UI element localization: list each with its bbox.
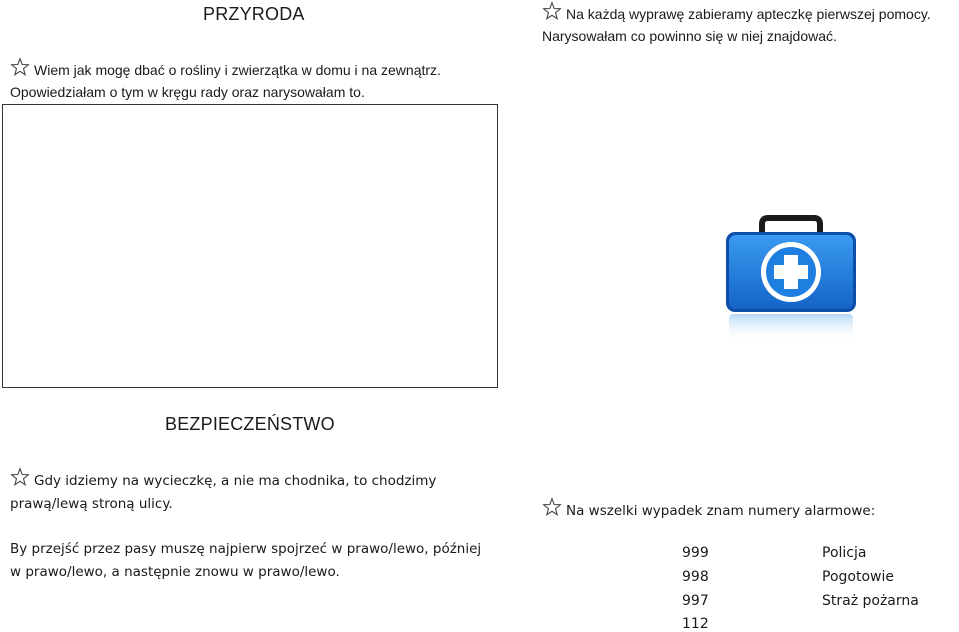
bezpieczenstwo-item-1 (10, 467, 510, 516)
bezpieczenstwo-item-2-line-2: w prawo/lewo, a następnie znowu w prawo/lewo. (10, 564, 340, 580)
przyroda-item-1 (10, 57, 500, 104)
przyroda-item-2-line-2: Narysowałam co powinno się w niej znajdować. (542, 28, 837, 44)
alarm-number: 997 (682, 593, 709, 609)
alarm-service: Policja (822, 545, 867, 561)
bezpieczenstwo-item-2 (10, 538, 520, 584)
bezpieczenstwo-item-1-line-2: prawą/lewą stroną ulicy. (10, 496, 173, 512)
bezpieczenstwo-title: BEZPIECZEŃSTWO (165, 414, 335, 434)
first-aid-kit-icon (718, 214, 864, 344)
przyroda-item-1-line-2: Opowiedziałam o tym w kręgu rady oraz narysowałam to. (10, 84, 365, 100)
alarm-intro-text: Na wszelki wypadek znam numery alarmowe: (566, 503, 876, 519)
przyroda-title: PRZYRODA (203, 4, 305, 24)
bezpieczenstwo-item-1-line-1: Gdy idziemy na wycieczkę, a nie ma chodnika, to chodzimy (34, 473, 437, 489)
star-outline-icon (542, 497, 562, 517)
star-outline-icon (10, 467, 30, 487)
przyroda-item-2-line-1: Na każdą wyprawę zabieramy apteczkę pierwszej pomocy. (566, 6, 931, 22)
alarm-number: 999 (682, 545, 709, 561)
przyroda-item-1-line-1: Wiem jak mogę dbać o rośliny i zwierzątka w domu i na zewnątrz. (34, 62, 441, 78)
alarm-service: Straż pożarna (822, 593, 919, 609)
alarm-intro (542, 497, 957, 523)
alarm-number: 112 (682, 616, 709, 632)
alarm-number: 998 (682, 569, 709, 585)
przyroda-item-2 (542, 1, 957, 48)
star-outline-icon (10, 57, 30, 77)
star-outline-icon (542, 1, 562, 21)
bezpieczenstwo-item-2-line-1: By przejść przez pasy muszę najpierw spojrzeć w prawo/lewo, później (10, 541, 482, 557)
drawing-box (2, 104, 498, 388)
alarm-service: Pogotowie (822, 569, 894, 585)
